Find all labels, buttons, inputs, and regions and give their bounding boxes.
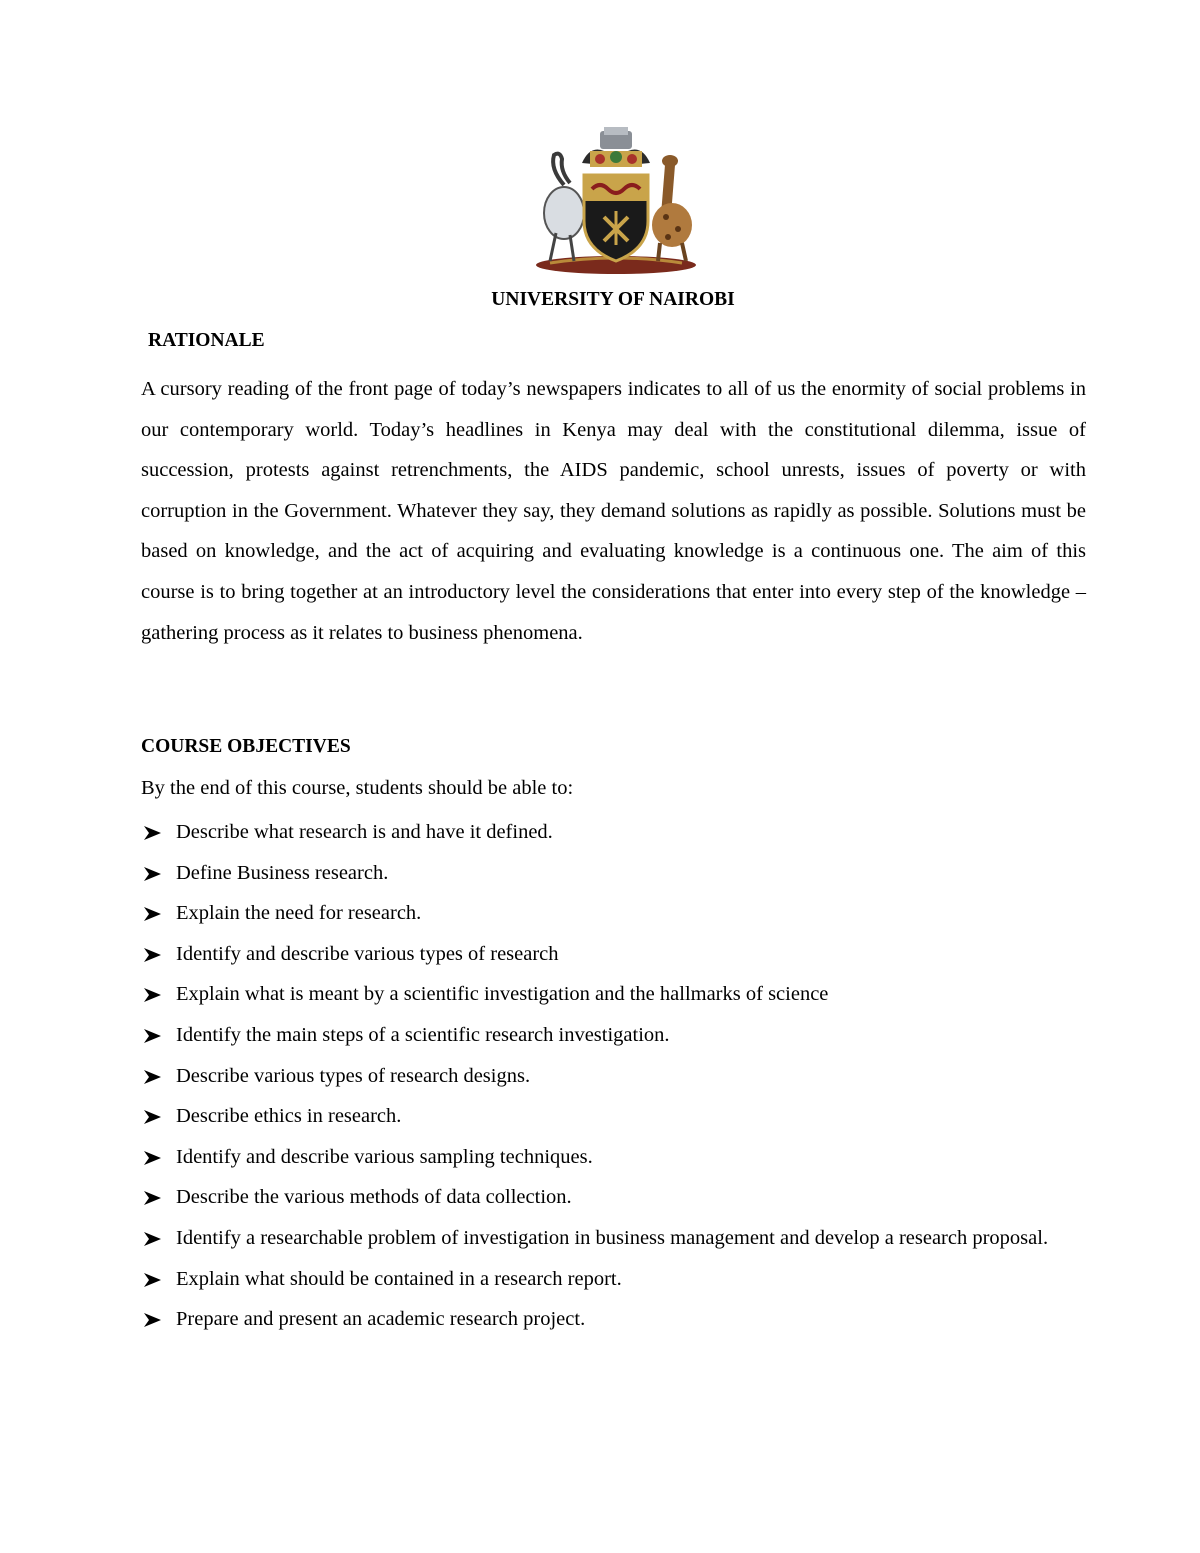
objective-item [141,1015,1086,1056]
objective-item [141,812,1086,853]
objective-item [141,853,1086,894]
objective-item [141,893,1086,934]
objective-item [141,1259,1086,1300]
course-objectives-heading: COURSE OBJECTIVES [141,736,351,757]
arrowhead-bullet-icon [143,1190,162,1206]
objective-text: Explain what should be contained in a research report. [176,1267,622,1290]
arrowhead-bullet-icon [143,1272,162,1288]
arrowhead-bullet-icon [143,1069,162,1085]
objective-item [141,1177,1086,1218]
arrowhead-bullet-icon [143,1028,162,1044]
arrowhead-bullet-icon [143,1231,162,1247]
objective-item [141,1056,1086,1097]
objective-item [141,974,1086,1015]
objective-text: Identify a researchable problem of investigation in business management and develop a research proposal. [176,1226,1049,1249]
objective-text: Define Business research. [176,861,389,884]
objective-text: Describe the various methods of data collection. [176,1186,572,1209]
objective-text: Identify the main steps of a scientific research investigation. [176,1023,670,1046]
objective-item [141,934,1086,975]
arrowhead-bullet-icon [143,1109,162,1125]
objective-item [141,1218,1086,1259]
objective-text: Explain what is meant by a scientific investigation and the hallmarks of science [176,983,829,1006]
arrowhead-bullet-icon [143,947,162,963]
objective-text: Prepare and present an academic research project. [176,1308,586,1331]
rationale-heading: RATIONALE [148,330,265,351]
arrowhead-bullet-icon [143,1312,162,1328]
objective-text: Describe ethics in research. [176,1105,402,1128]
arrowhead-bullet-icon [143,987,162,1003]
objective-text: Describe what research is and have it defined. [176,821,553,843]
arrowhead-bullet-icon [143,1150,162,1166]
arrowhead-bullet-icon [143,866,162,882]
objective-text: Describe various types of research designs. [176,1064,531,1087]
objective-text: Identify and describe various types of research [176,942,559,965]
objectives-list [141,812,1086,1340]
university-title: UNIVERSITY OF NAIROBI [491,289,735,310]
university-coat-of-arms-icon [520,125,712,277]
objective-item [141,1299,1086,1340]
objective-item [141,1096,1086,1137]
objective-text: Explain the need for research. [176,902,422,925]
objective-text: Identify and describe various sampling techniques. [176,1145,593,1168]
arrowhead-bullet-icon [143,906,162,922]
objectives-intro: By the end of this course, students should be able to: [141,777,574,799]
rationale-paragraph: A cursory reading of the front page of today’s newspapers indicates to all of us the enormity of social problems in our contemporary world. Today’s headlines in Kenya may deal with the constitutional dilemma, issue of succession, protests against retrenchments, the AIDS pandemic, school unrests, issues of poverty or with corruption in the Government. Whatever they say, they demand solutions as rapidly as possible. Solutions must be based on knowledge, and the act of acquiring and evaluating knowledge is a continuous one. The aim of this course is to bring together at an introductory level the considerations that enter into every step of the knowledge – gathering process as it relates to business phenomena. [141,378,1086,644]
objective-item [141,1137,1086,1178]
arrowhead-bullet-icon [143,825,162,841]
